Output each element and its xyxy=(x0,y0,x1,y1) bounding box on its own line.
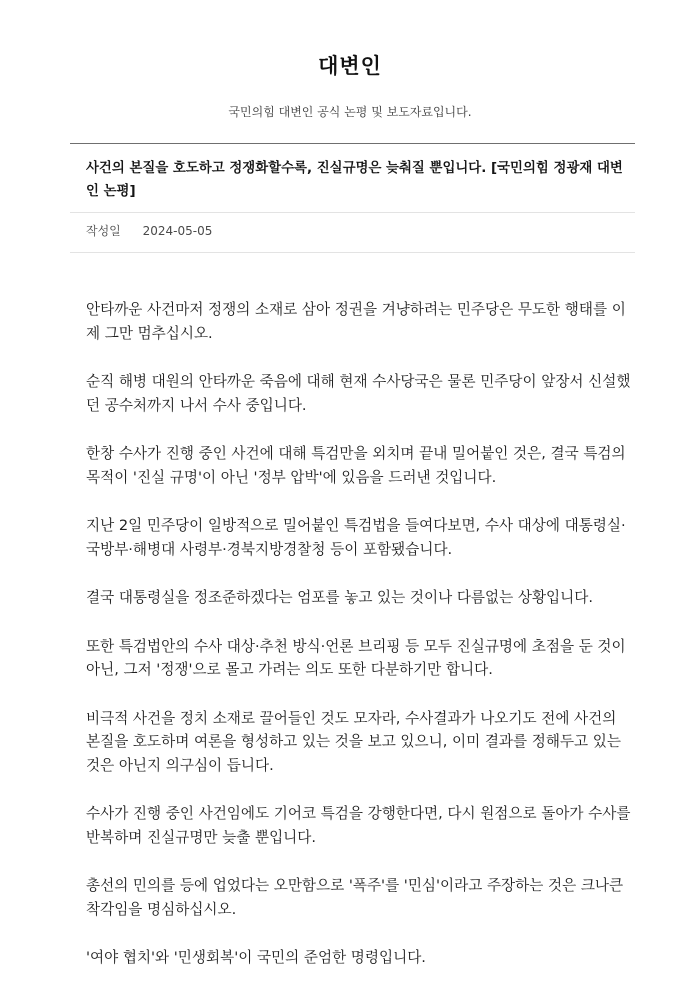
page-header xyxy=(0,0,700,122)
header-divider xyxy=(70,143,635,144)
article-paragraph: '여야 협치'와 '민생회복'이 국민의 준엄한 명령입니다. xyxy=(86,949,426,966)
article-paragraph: 한창 수사가 진행 중인 사건에 대해 특검만을 외치며 끝내 밀어붙인 것은, 결국 특검의 목적이 '진실 규명'이 아닌 '정부 압박'에 있음을 드러낸 것입니다. xyxy=(86,445,626,486)
date-value: 2024-05-05 xyxy=(142,224,213,238)
site-subtitle: 국민의힘 대변인 공식 논평 및 보도자료입니다. xyxy=(228,105,472,119)
article-title: 사건의 본질을 호도하고 정쟁화할수록, 진실규명은 늦춰질 뿐입니다. [국민의힘 정광재 대변인 논평] xyxy=(86,161,623,199)
site-title[interactable]: 대변인 xyxy=(318,54,382,78)
article-paragraph: 비극적 사건을 정치 소재로 끌어들인 것도 모자라, 수사결과가 나오기도 전에 사건의 본질을 호도하며 여론을 형성하고 있는 것을 보고 있으니, 이미 결과를 정해두고 있는 것은 아닌지 의구심이 듭니다. xyxy=(86,709,621,774)
article-paragraph: 수사가 진행 중인 사건임에도 기어코 특검을 강행한다면, 다시 원점으로 돌아가 수사를 반복하며 진실규명만 늦출 뿐입니다. xyxy=(86,805,631,846)
article-paragraph: 총선의 민의를 등에 업었다는 오만함으로 '폭주'를 '민심'이라고 주장하는 것은 크나큰 착각임을 명심하십시오. xyxy=(86,877,624,918)
meta-divider xyxy=(70,252,635,253)
article-body xyxy=(86,298,634,990)
article-paragraph: 지난 2일 민주당이 일방적으로 밀어붙인 특검법을 들여다보면, 수사 대상에 대통령실·국방부·해병대 사령부·경북지방경찰청 등이 포함됐습니다. xyxy=(86,517,626,558)
article-paragraph: 안타까운 사건마저 정쟁의 소재로 삼아 정권을 겨냥하려는 민주당은 무도한 행태를 이제 그만 멈추십시오. xyxy=(86,301,626,342)
title-divider xyxy=(70,212,635,213)
article-meta xyxy=(86,221,212,241)
article-paragraph: 순직 해병 대원의 안타까운 죽음에 대해 현재 수사당국은 물론 민주당이 앞장서 신설했던 공수처까지 나서 수사 중입니다. xyxy=(86,373,631,414)
date-label: 작성일 xyxy=(86,224,121,238)
article-paragraph: 결국 대통령실을 정조준하겠다는 엄포를 놓고 있는 것이나 다름없는 상황입니다. xyxy=(86,589,593,606)
article-paragraph: 또한 특검법안의 수사 대상·추천 방식·언론 브리핑 등 모두 진실규명에 초점을 둔 것이 아닌, 그저 '정쟁'으로 몰고 가려는 의도 또한 다분하기만 합니다. xyxy=(86,637,626,678)
